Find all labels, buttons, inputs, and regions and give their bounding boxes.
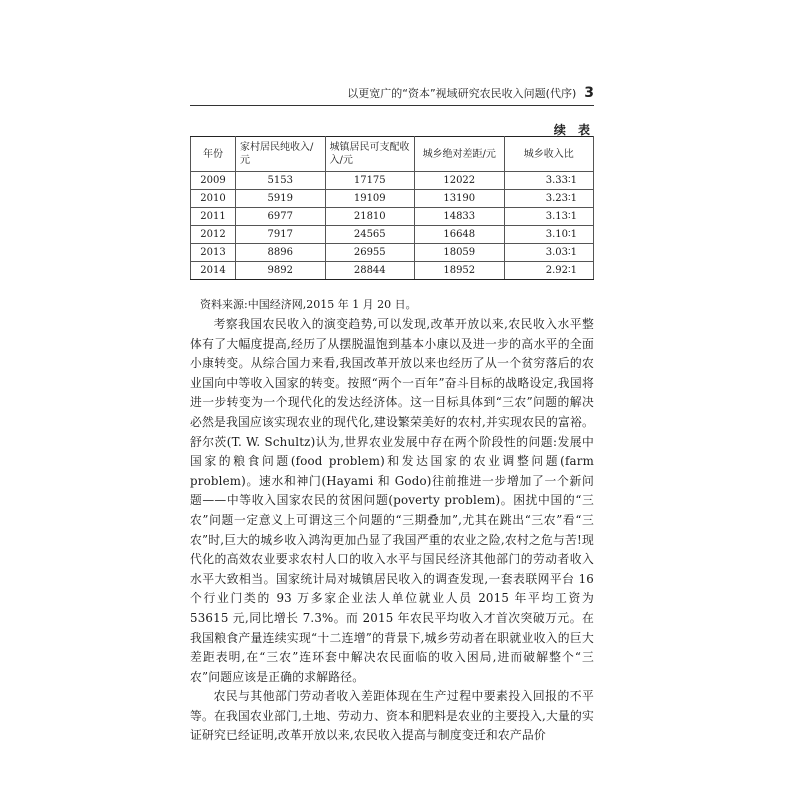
cell-urban-income: 17175: [325, 172, 415, 190]
cell-rural-income: 6977: [236, 208, 326, 226]
cell-absolute-gap: 14833: [415, 208, 505, 226]
cell-rural-income: 9892: [236, 262, 326, 280]
cell-rural-income: 5153: [236, 172, 326, 190]
body-paragraph: 农民与其他部门劳动者收入差距体现在生产过程中要素投入回报的不平等。在我国农业部门,土地、劳动力、资本和肥料是农业的主要投入,大量的实证研究已经证明,改革开放以来,农民收入提高与制度变迁和农产品价: [190, 689, 594, 743]
table-row: [191, 244, 594, 262]
cell-urban-income: 19109: [325, 190, 415, 208]
table-row: [191, 208, 594, 226]
table-row: [191, 190, 594, 208]
cell-urban-income: 28844: [325, 262, 415, 280]
table-row: [191, 172, 594, 190]
cell-rural-income: 8896: [236, 244, 326, 262]
page-number: 3: [584, 85, 594, 101]
cell-income-ratio: 3.03∶1: [504, 244, 594, 262]
cell-year: 2009: [191, 172, 236, 190]
cell-income-ratio: 3.13∶1: [504, 208, 594, 226]
cell-income-ratio: 3.33∶1: [504, 172, 594, 190]
cell-absolute-gap: 12022: [415, 172, 505, 190]
table-row: [191, 226, 594, 244]
cell-absolute-gap: 18952: [415, 262, 505, 280]
running-head: [190, 85, 594, 101]
cell-absolute-gap: 13190: [415, 190, 505, 208]
table-continued-label: 续 表: [553, 123, 594, 137]
header-urban-income: 城镇居民可支配收入/元: [325, 137, 415, 172]
cell-urban-income: 24565: [325, 226, 415, 244]
cell-year: 2011: [191, 208, 236, 226]
cell-year: 2010: [191, 190, 236, 208]
cell-rural-income: 5919: [236, 190, 326, 208]
header-income-ratio: 城乡收入比: [504, 137, 594, 172]
cell-income-ratio: 3.10∶1: [504, 226, 594, 244]
header-absolute-gap: 城乡绝对差距/元: [415, 137, 505, 172]
body-paragraph: 考察我国农民收入的演变趋势,可以发现,改革开放以来,农民收入水平整体有了大幅度提高,经历了从摆脱温饱到基本小康以及进一步的高水平的全面小康转变。从综合国力来看,我国改革开放以来也经历了从一个贫穷落后的农业国向中等收入国家的转变。按照“两个一百年”奋斗目标的战略设定,我国将进一步转变为一个现代化的发达经济体。这一目标具体到“三农”问题的解决必然是我国应该实现农业的现代化,建设繁荣美好的农村,并实现农民的富裕。舒尔茨(T. W. Schultz)认为,世界农业发展中存在两个阶段性的问题:发展中国家的粮食问题(food problem)和发达国家的农业调整问题(farm problem)。速水和神门(Hayami 和 Godo)往前推进一步增加了一个新问题——中等收入国家农民的贫困问题(poverty problem)。困扰中国的“三农”问题一定意义上可谓这三个问题的“三期叠加”,尤其在跳出“三农”看“三农”时,巨大的城乡收入鸿沟更加凸显了我国严重的农业之险,农村之危与苦!现代化的高效农业要求农村人口的收入水平与国民经济其他部门的劳动者收入水平大致相当。国家统计局对城镇居民收入的调查发现,一套表联网平台 16 个行业门类的 93 万多家企业法人单位就业人员 2015 年平均工资为 53615 元,同比增长 7.3%。而 2015 年农民平均收入才首次突破万元。在我国粮食产量连续实现“十二连增”的背景下,城乡劳动者在职就业收入的巨大差距表明,在“三农”连环套中解决农民面临的收入困局,进而破解整个“三农”问题应该是正确的求解路径。: [190, 317, 594, 684]
cell-rural-income: 7917: [236, 226, 326, 244]
income-gap-table: [190, 136, 594, 280]
cell-year: 2012: [191, 226, 236, 244]
header-year: 年份: [191, 137, 236, 172]
cell-year: 2013: [191, 244, 236, 262]
table-row: [191, 262, 594, 280]
cell-urban-income: 26955: [325, 244, 415, 262]
table-header-row: [191, 137, 594, 172]
header-rule: [190, 105, 594, 106]
cell-year: 2014: [191, 262, 236, 280]
table-source-note: 资料来源:中国经济网,2015 年 1 月 20 日。: [200, 298, 417, 311]
cell-income-ratio: 3.23∶1: [504, 190, 594, 208]
body-text: [190, 315, 594, 746]
cell-income-ratio: 2.92∶1: [504, 262, 594, 280]
running-head-title: 以更宽广的“资本”视域研究农民收入问题(代序): [347, 87, 577, 100]
cell-absolute-gap: 16648: [415, 226, 505, 244]
cell-absolute-gap: 18059: [415, 244, 505, 262]
cell-urban-income: 21810: [325, 208, 415, 226]
header-rural-income: 家村居民纯收入/元: [236, 137, 326, 172]
